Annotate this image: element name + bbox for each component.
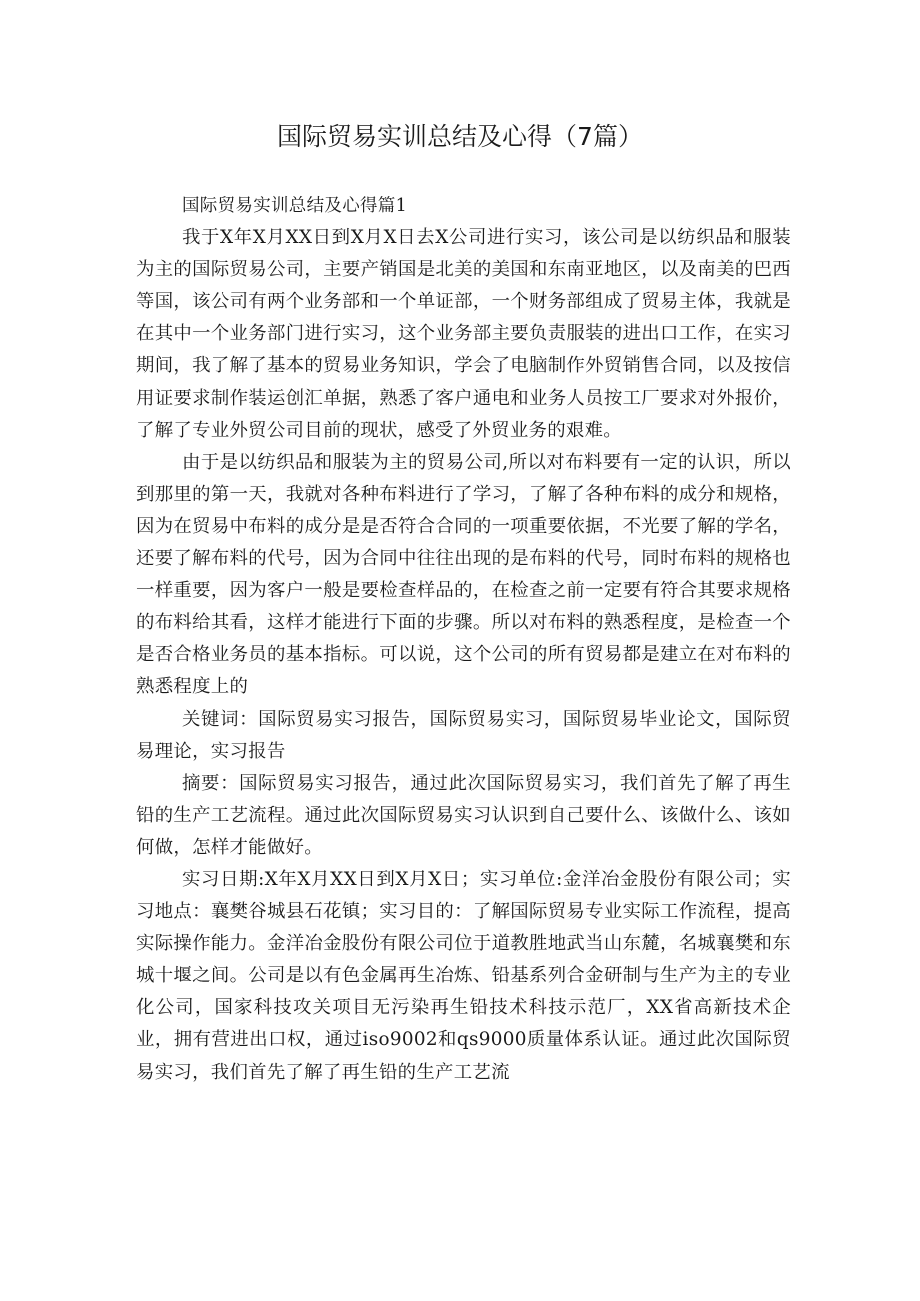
paragraph-internship-details: 实习日期:X年X月XX日到X月X日；实习单位:金洋冶金股份有限公司；实习地点：襄樊谷城县石花镇；实习目的：了解国际贸易专业实际工作流程，提高实际操作能力。金洋冶金股份有限公司位于道教胜地武当山东麓，名城襄樊和东城十堰之间。公司是以有色金属再生冶炼、铅基系列合金研制与生产为主的专业化公司，国家科技攻关项目无污染再生铅技术科技示范厂，XX省高新技术企业，拥有营进出口权，通过iso9002和qs9000质量体系认证。通过此次国际贸易实习，我们首先了解了再生铅的生产工艺流: [136, 868, 791, 1083]
section-heading: 国际贸易实训总结及心得篇1: [182, 196, 408, 216]
paragraph-fabric-knowledge: 由于是以纺织品和服装为主的贸易公司,所以对布料要有一定的认识，所以到那里的第一天，我就对各种布料进行了学习，了解了各种布料的成分和规格，因为在贸易中布料的成分是是否符合合同的一项重要依据，不光要了解的学名，还要了解布料的代号，因为合同中往往出现的是布料的代号，同时布料的规格也一样重要，因为客户一般是要检查样品的，在检查之前一定要有符合其要求规格的布料给其看，这样才能进行下面的步骤。所以对布料的熟悉程度，是检查一个是否合格业务员的基本指标。可以说，这个公司的所有贸易都是建立在对布料的熟悉程度上的: [136, 451, 791, 698]
paragraph-internship-intro: 我于X年X月XX日到X月X日去X公司进行实习，该公司是以纺织品和服装为主的国际贸易公司，主要产销国是北美的美国和东南亚地区，以及南美的巴西等国，该公司有两个业务部和一个单证部，一个财务部组成了贸易主体，我就是在其中一个业务部门进行实习，这个业务部主要负责服装的进出口工作，在实习期间，我了解了基本的贸易业务知识，学会了电脑制作外贸销售合同，以及按信用证要求制作装运创汇单据，熟悉了客户通电和业务人员按工厂要求对外报价，了解了专业外贸公司目前的现状，感受了外贸业务的艰难。: [136, 227, 791, 441]
document-body: [136, 190, 791, 1089]
paragraph-abstract: 摘要：国际贸易实习报告，通过此次国际贸易实习，我们首先了解了再生铅的生产工艺流程。通过此次国际贸易实习认识到自己要什么、该做什么、该如何做，怎样才能做好。: [136, 772, 791, 858]
paragraph-keywords: 关键词：国际贸易实习报告，国际贸易实习，国际贸易毕业论文，国际贸易理论，实习报告: [136, 708, 791, 762]
document-title: 国际贸易实训总结及心得（7篇）: [277, 122, 643, 151]
